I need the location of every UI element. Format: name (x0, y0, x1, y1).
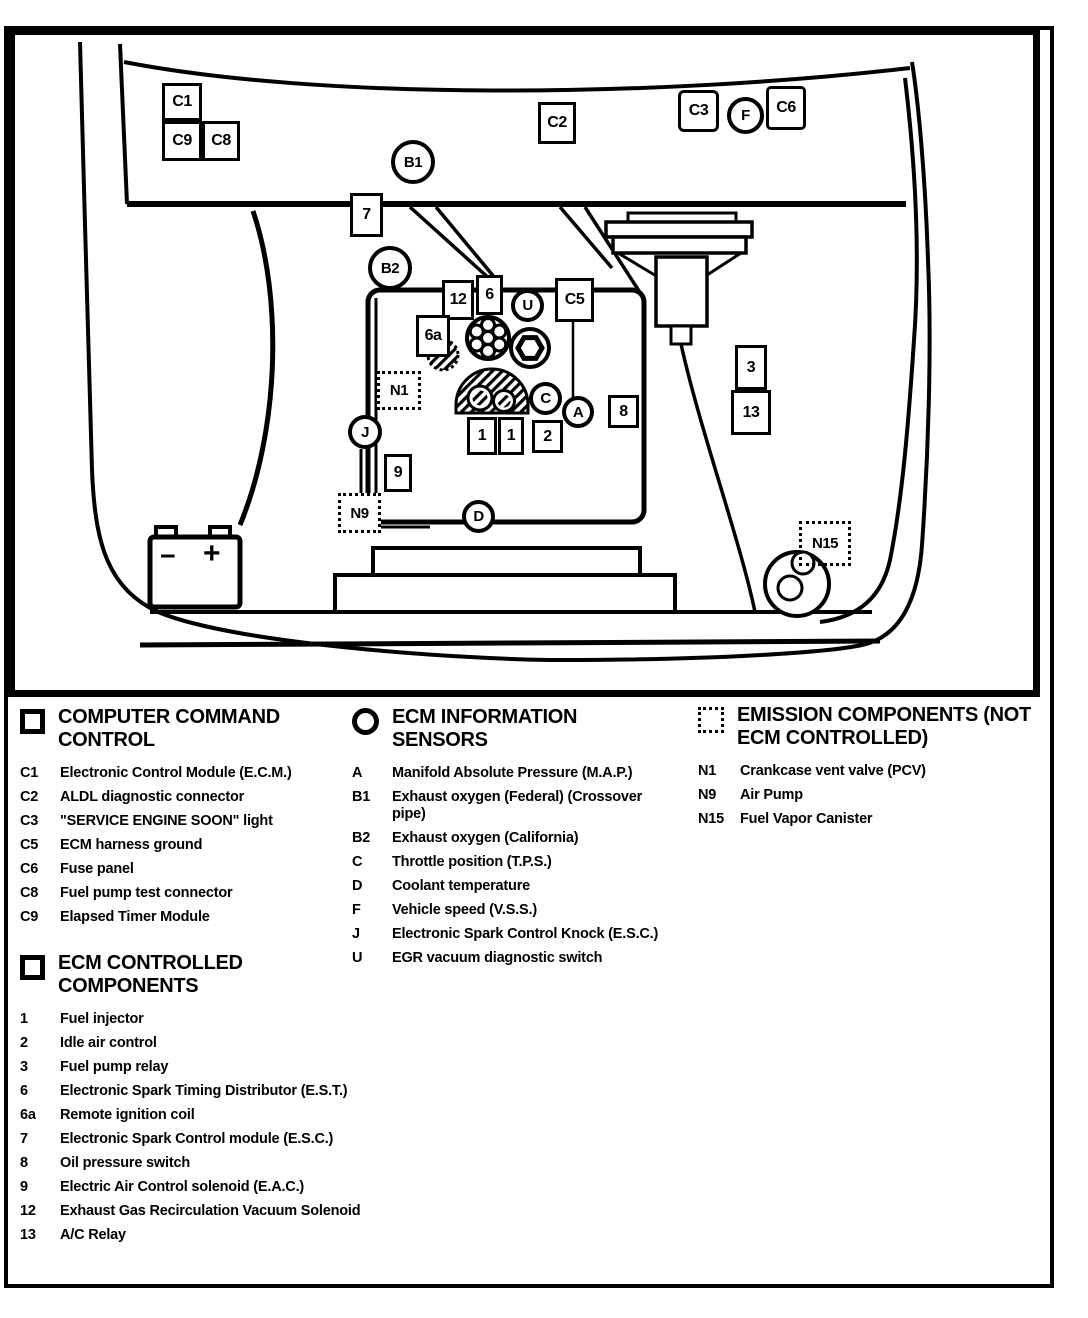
legend-item-code: 13 (20, 1227, 36, 1243)
legend-item-code: 6 (20, 1083, 28, 1099)
legend-item-code: 6a (20, 1107, 36, 1123)
legend-row (352, 854, 682, 871)
legend-item-text: Crankcase vent valve (PCV) (740, 763, 926, 779)
legend-item-text: EGR vacuum diagnostic switch (392, 950, 603, 966)
legend-item-code: C6 (20, 861, 39, 877)
legend-row (20, 837, 354, 854)
callout-c1: C1 (162, 83, 202, 121)
legend-items (20, 765, 354, 926)
callout-9: 9 (384, 454, 412, 492)
legend-section-title: ECM CONTROLLED COMPONENTS (58, 952, 243, 997)
legend-item-text: Manifold Absolute Pressure (M.A.P.) (392, 765, 633, 781)
legend-item-text: Fuel pump test connector (60, 885, 233, 901)
legend-item-text: Oil pressure switch (60, 1155, 190, 1171)
callout-a: A (562, 396, 594, 428)
callout-2: 2 (532, 420, 563, 453)
legend-row (20, 1011, 450, 1028)
legend-item-text: ECM harness ground (60, 837, 203, 853)
legend-item-text: Fuse panel (60, 861, 134, 877)
legend-row (352, 765, 682, 782)
legend-item-code: C3 (20, 813, 39, 829)
legend-row (20, 1203, 450, 1220)
legend-item-text: Fuel pump relay (60, 1059, 169, 1075)
callout-c6: C6 (766, 86, 806, 130)
legend-section-ecm-controlled-components (20, 952, 450, 1251)
legend-section-title: COMPUTER COMMAND CONTROL (58, 706, 280, 751)
circle-icon (352, 708, 379, 735)
callout-7: 7 (350, 193, 383, 237)
legend-item-code: C9 (20, 909, 39, 925)
callout-13: 13 (731, 390, 771, 435)
legend-item-text: "SERVICE ENGINE SOON" light (60, 813, 273, 829)
legend-item-code: C (352, 854, 363, 870)
legend-item-text: Idle air control (60, 1035, 157, 1051)
legend-item-code: 1 (20, 1011, 28, 1027)
legend-item-text: Electric Air Control solenoid (E.A.C.) (60, 1179, 305, 1195)
legend-row (20, 1131, 450, 1148)
legend-item-text: Exhaust oxygen (Federal) (Crossover pipe) (392, 789, 643, 822)
legend-item-text: Electronic Control Module (E.C.M.) (60, 765, 292, 781)
legend-row (20, 789, 354, 806)
legend-item-code: D (352, 878, 363, 894)
legend-item-code: 3 (20, 1059, 28, 1075)
callout-3: 3 (735, 345, 767, 390)
legend-item-text: Fuel injector (60, 1011, 144, 1027)
legend-item-code: C1 (20, 765, 39, 781)
legend-row (20, 1083, 450, 1100)
legend-item-code: 9 (20, 1179, 28, 1195)
battery-negative-label: − (160, 541, 176, 571)
legend-item-code: N1 (698, 763, 717, 779)
legend-row (698, 811, 1043, 828)
callout-n15: N15 (799, 521, 851, 566)
legend-item-text: Exhaust Gas Recirculation Vacuum Solenoid (60, 1203, 361, 1219)
callout-c5: C5 (555, 278, 594, 322)
legend-section-computer-command-control (20, 706, 354, 933)
callout-8: 8 (608, 395, 639, 428)
legend-section-header (352, 706, 682, 752)
callout-j: J (348, 415, 382, 449)
legend-item-code: 7 (20, 1131, 28, 1147)
callout-6a: 6a (416, 315, 450, 357)
legend-row (20, 765, 354, 782)
legend-items (698, 763, 1043, 828)
legend-row (352, 789, 682, 823)
legend-section-header (20, 952, 450, 998)
legend-item-code: F (352, 902, 361, 918)
legend-section-ecm-information-sensors (352, 706, 682, 974)
legend-item-text: Electronic Spark Control Knock (E.S.C.) (392, 926, 659, 942)
callout-u: U (511, 289, 544, 322)
legend-item-code: C8 (20, 885, 39, 901)
legend-items (20, 1011, 450, 1244)
legend-row (352, 926, 682, 943)
callout-n9: N9 (338, 493, 381, 533)
dotted-square-icon (698, 707, 724, 733)
legend-section-header (20, 706, 354, 752)
legend-item-text: Elapsed Timer Module (60, 909, 210, 925)
callout-c: C (529, 382, 562, 415)
legend-item-text: Coolant temperature (392, 878, 530, 894)
legend-row (698, 763, 1043, 780)
legend-item-code: J (352, 926, 360, 942)
legend-section-title: EMISSION COMPONENTS (NOT ECM CONTROLLED) (737, 704, 1031, 749)
legend-item-code: 8 (20, 1155, 28, 1171)
square-icon (20, 955, 45, 980)
legend-row (20, 1179, 450, 1196)
battery-positive-label: + (203, 537, 221, 570)
callout-1a: 1 (467, 417, 497, 455)
legend-row (352, 878, 682, 895)
callout-6: 6 (476, 275, 503, 315)
legend-item-text: Throttle position (T.P.S.) (392, 854, 552, 870)
callout-f: F (727, 97, 764, 134)
legend-item-code: C5 (20, 837, 39, 853)
callout-c9: C9 (162, 121, 202, 161)
legend-item-code: U (352, 950, 363, 966)
legend-row (20, 1155, 450, 1172)
legend-section-title: ECM INFORMATION SENSORS (392, 706, 578, 751)
legend-item-code: B1 (352, 789, 371, 805)
legend-row (20, 909, 354, 926)
callout-12: 12 (442, 280, 474, 320)
legend-item-code: A (352, 765, 363, 781)
legend-item-code: C2 (20, 789, 39, 805)
callout-c8: C8 (202, 121, 240, 161)
legend-row (352, 902, 682, 919)
legend-item-text: Air Pump (740, 787, 803, 803)
legend-item-code: B2 (352, 830, 371, 846)
legend-row (20, 861, 354, 878)
legend-row (20, 813, 354, 830)
square-icon (20, 709, 45, 734)
legend-section-header (698, 704, 1043, 750)
legend-item-code: N9 (698, 787, 717, 803)
legend-row (20, 885, 354, 902)
legend-item-text: Exhaust oxygen (California) (392, 830, 579, 846)
callout-n1: N1 (377, 371, 421, 410)
callout-1b: 1 (498, 417, 524, 455)
callout-d: D (462, 500, 495, 533)
legend-row (20, 1035, 450, 1052)
legend-item-text: Electronic Spark Timing Distributor (E.S.T.) (60, 1083, 348, 1099)
legend-row (20, 1059, 450, 1076)
legend-row (20, 1227, 450, 1244)
legend-row (352, 830, 682, 847)
legend-row (698, 787, 1043, 804)
legend-item-text: ALDL diagnostic connector (60, 789, 245, 805)
callout-b1: B1 (391, 140, 435, 184)
legend-items (352, 765, 682, 967)
legend-item-code: 2 (20, 1035, 28, 1051)
callout-c2: C2 (538, 102, 576, 144)
callout-c3: C3 (678, 90, 719, 132)
legend-item-text: Electronic Spark Control module (E.S.C.) (60, 1131, 334, 1147)
legend-item-code: 12 (20, 1203, 36, 1219)
legend-item-code: N15 (698, 811, 724, 827)
legend-item-text: Fuel Vapor Canister (740, 811, 873, 827)
legend-item-text: Remote ignition coil (60, 1107, 195, 1123)
legend-section-emission-components (698, 704, 1043, 835)
legend-item-text: Vehicle speed (V.S.S.) (392, 902, 537, 918)
legend-row (20, 1107, 450, 1124)
legend-item-text: A/C Relay (60, 1227, 126, 1243)
callout-b2: B2 (368, 246, 412, 290)
